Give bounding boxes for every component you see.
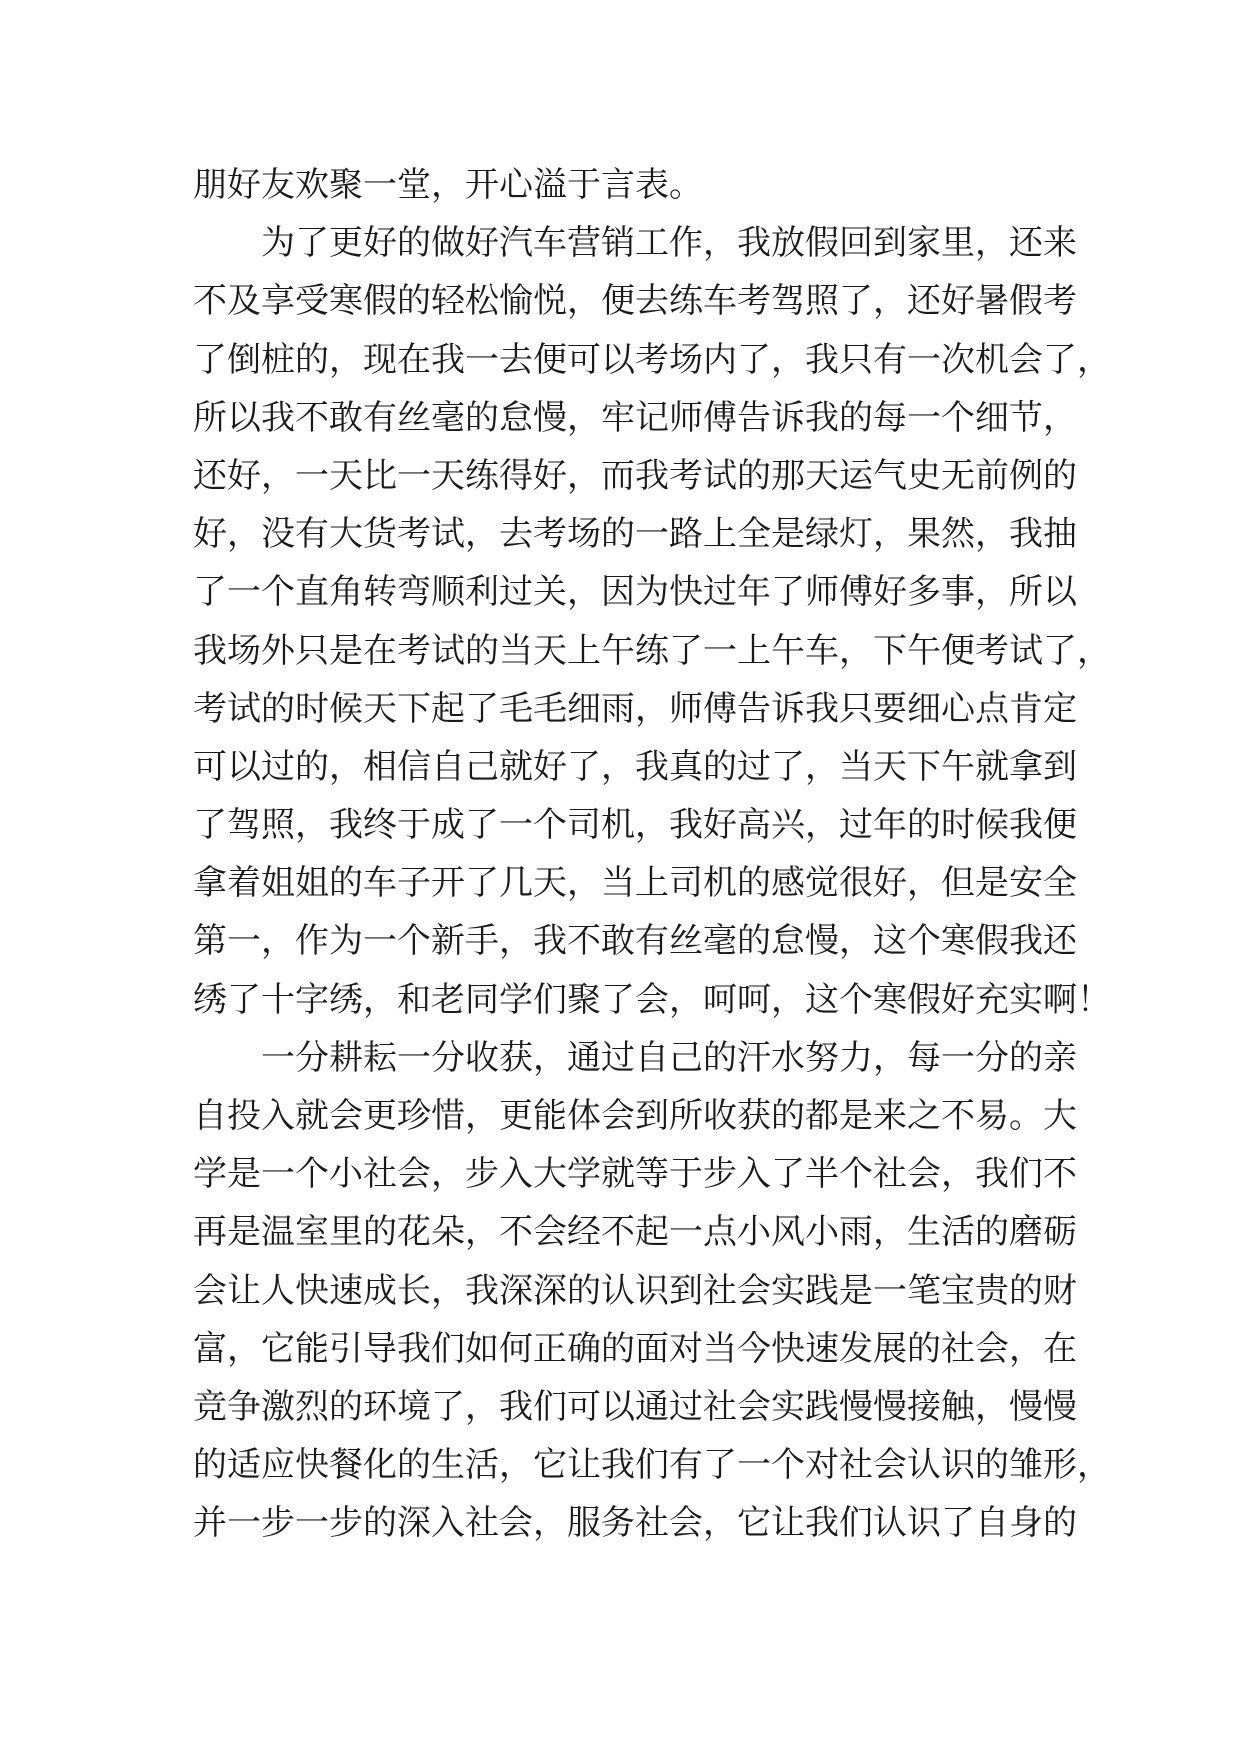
- text-line: 拿着姐姐的车子开了几天，当上司机的感觉很好，但是安全: [193, 863, 1077, 904]
- text-line: 并一步一步的深入社会，服务社会，它让我们认识了自身的: [193, 1503, 1077, 1544]
- text-line: 所以我不敢有丝毫的怠慢，牢记师傅告诉我的每一个细节，: [193, 397, 1077, 438]
- text-line: 自投入就会更珍惜，更能体会到所收获的都是来之不易。大: [193, 1096, 1077, 1136]
- text-line: 考试的时候天下起了毛毛细雨，师傅告诉我只要细心点肯定: [193, 688, 1077, 729]
- paragraph-first-line: 为了更好的做好汽车营销工作，我放假回到家里，还来: [261, 223, 1077, 264]
- text-line: 富，它能引导我们如何正确的面对当今快速发展的社会，在: [193, 1328, 1077, 1369]
- text-line: 好，没有大货考试，去考场的一路上全是绿灯，果然，我抽: [193, 514, 1077, 555]
- text-line: 了驾照，我终于成了一个司机，我好高兴，过年的时候我便: [193, 805, 1077, 846]
- text-line: 绣了十字绣，和老同学们聚了会，呵呵，这个寒假好充实啊！: [193, 979, 1111, 1020]
- text-line: 再是温室里的花朵，不会经不起一点小风小雨，生活的磨砺: [193, 1212, 1077, 1253]
- text-line: 可以过的，相信自己就好了，我真的过了，当天下午就拿到: [193, 746, 1077, 787]
- paragraph-first-line: 一分耕耘一分收获，通过自己的汗水努力，每一分的亲: [261, 1037, 1077, 1078]
- text-line: 第一，作为一个新手，我不敢有丝毫的怠慢，这个寒假我还: [193, 921, 1077, 962]
- text-line: 学是一个小社会，步入大学就等于步入了半个社会，我们不: [193, 1154, 1077, 1195]
- text-line: 不及享受寒假的轻松愉悦，便去练车考驾照了，还好暑假考: [193, 281, 1077, 322]
- text-line: 还好，一天比一天练得好，而我考试的那天运气史无前例的: [193, 455, 1077, 496]
- body-text: [193, 156, 1111, 1553]
- text-line: 会让人快速成长，我深深的认识到社会实践是一笔宝贵的财: [193, 1270, 1077, 1311]
- text-line: 朋好友欢聚一堂，开心溢于言表。: [193, 165, 703, 205]
- text-line: 竞争激烈的环境了，我们可以通过社会实践慢慢接触，慢慢: [193, 1386, 1077, 1427]
- text-line: 的适应快餐化的生活，它让我们有了一个对社会认识的雏形，: [193, 1445, 1111, 1486]
- text-line: 了倒桩的，现在我一去便可以考场内了，我只有一次机会了，: [193, 339, 1111, 380]
- text-line: 了一个直角转弯顺利过关，因为快过年了师傅好多事，所以: [193, 572, 1077, 613]
- text-line: 我场外只是在考试的当天上午练了一上午车，下午便考试了，: [193, 630, 1111, 671]
